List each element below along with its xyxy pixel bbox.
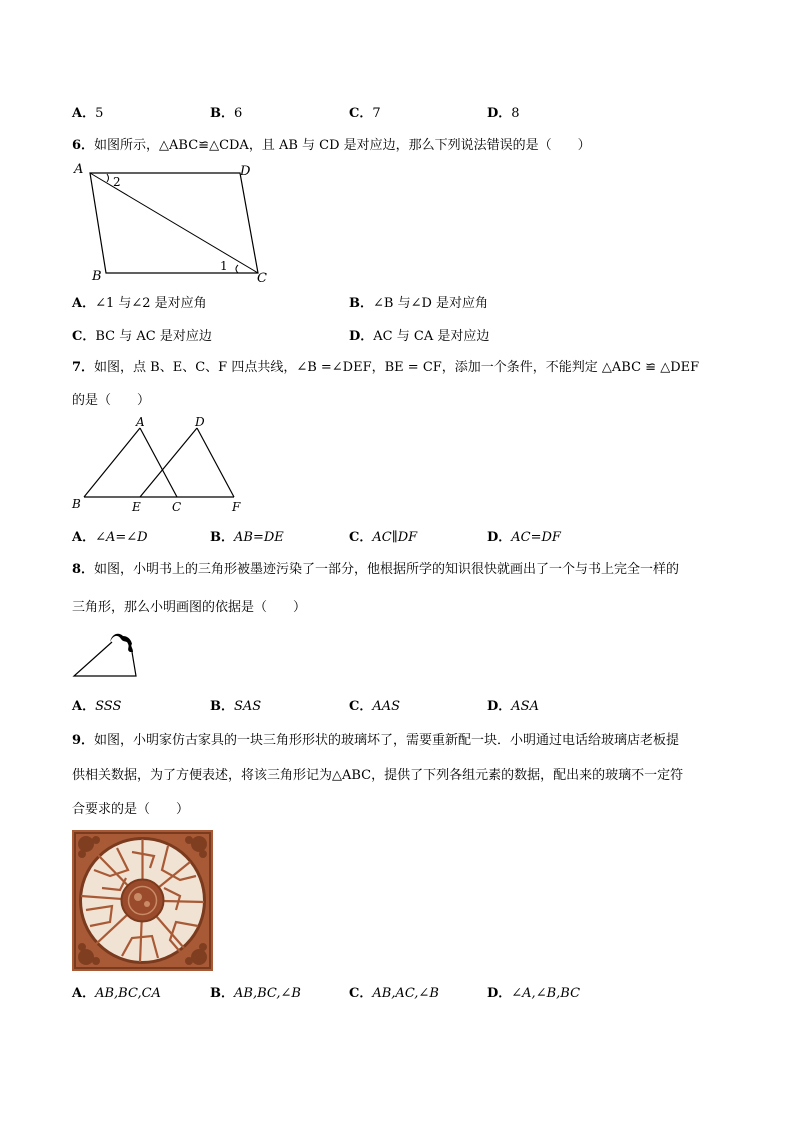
q7-label-e: E bbox=[132, 500, 141, 514]
q7-stem-line1: 7．如图，点 B、E、C、F 四点共线，∠B =∠DEF，BE = CF，添加一个条件，不能判定 △ABC ≌ △DEF bbox=[72, 360, 700, 375]
q8-option-a: A．SSS bbox=[72, 699, 122, 714]
q9-stem-line2: 供相关数据，为了方便表述，将该三角形记为△ABC，提供了下列各组元素的数据，配出来的玻璃不一定符 bbox=[72, 768, 684, 783]
q8-option-b: B．SAS bbox=[210, 699, 262, 714]
q8-stained-triangle-figure bbox=[70, 630, 144, 682]
q7-label-f: F bbox=[232, 500, 241, 514]
q8-option-d: D．ASA bbox=[487, 699, 539, 714]
q6-label-b: B bbox=[92, 269, 102, 284]
q6-stem: 6．如图所示，△ABC≌△CDA，且 AB 与 CD 是对应边，那么下列说法错误的是（ ） bbox=[72, 138, 591, 153]
q9-stem-line1: 9．如图，小明家仿古家具的一块三角形形状的玻璃坏了，需要重新配一块．小明通过电话给玻璃店老板提 bbox=[72, 733, 680, 748]
q7-option-b: B．AB=DE bbox=[210, 530, 284, 545]
q8-stem-line1: 8．如图，小明书上的三角形被墨迹污染了一部分，他根据所学的知识很快就画出了一个与书上完全一样的 bbox=[72, 562, 680, 577]
q7-stem-line2: 的是（ ） bbox=[72, 393, 151, 408]
q7-label-c: C bbox=[172, 500, 182, 514]
q6-label-angle2: 2 bbox=[113, 175, 121, 189]
q5-option-b: B．6 bbox=[210, 106, 243, 121]
ink-stain-icon bbox=[110, 634, 133, 652]
q5-option-d: D．8 bbox=[487, 106, 520, 121]
q8-stem-line2: 三角形，那么小明画图的依据是（ ） bbox=[72, 600, 307, 615]
q6-option-a: A．∠1 与∠2 是对应角 bbox=[72, 296, 207, 311]
q7-triangles-figure bbox=[66, 412, 256, 518]
q7-option-c: C．AC∥DF bbox=[349, 530, 418, 545]
q9-option-a: A．AB,BC,CA bbox=[72, 986, 161, 1001]
q6-option-d: D．AC 与 CA 是对应边 bbox=[349, 329, 490, 344]
q5-option-c: C．7 bbox=[349, 106, 381, 121]
q7-option-a: A．∠A=∠D bbox=[72, 530, 148, 545]
q8-option-c: C．AAS bbox=[349, 699, 401, 714]
q9-option-b: B．AB,BC,∠B bbox=[210, 986, 301, 1001]
q7-label-a: A bbox=[136, 415, 145, 429]
q6-option-c: C．BC 与 AC 是对应边 bbox=[72, 329, 212, 344]
q9-option-c: C．AB,AC,∠B bbox=[349, 986, 439, 1001]
q9-option-d: D．∠A,∠B,BC bbox=[487, 986, 581, 1001]
q5-option-a: A．5 bbox=[72, 106, 104, 121]
q6-option-b: B．∠B 与∠D 是对应角 bbox=[349, 296, 489, 311]
q7-option-d: D．AC=DF bbox=[487, 530, 561, 545]
q9-antique-glass-window-photo bbox=[72, 830, 213, 971]
q6-label-a: A bbox=[74, 162, 84, 177]
q6-label-d: D bbox=[240, 164, 251, 179]
q9-stem-line3: 合要求的是（ ） bbox=[72, 802, 190, 817]
q7-label-b: B bbox=[72, 497, 81, 511]
q6-label-c: C bbox=[257, 271, 267, 284]
q6-label-angle1: 1 bbox=[220, 259, 228, 273]
q6-parallelogram-figure bbox=[70, 158, 280, 284]
q7-label-d: D bbox=[195, 415, 205, 429]
